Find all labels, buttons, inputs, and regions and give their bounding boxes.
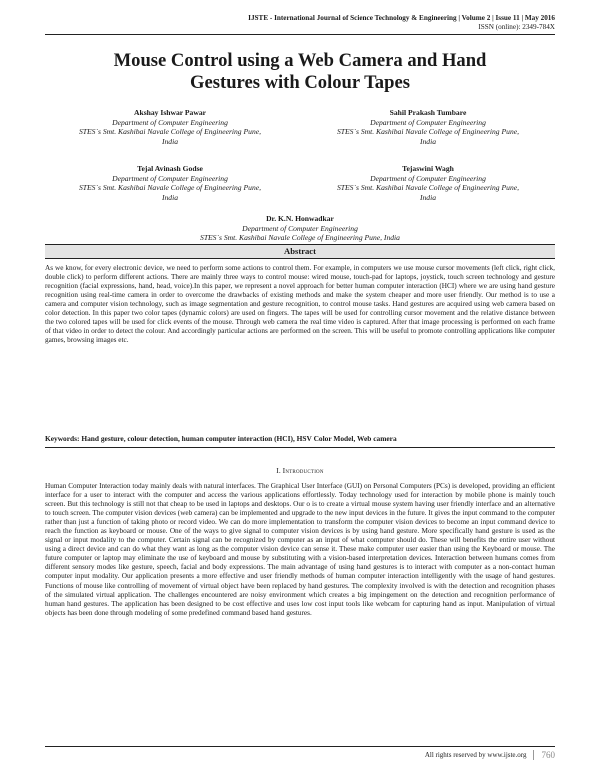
author-block bbox=[45, 108, 295, 146]
journal-line: IJSTE - International Journal of Science Technology & Engineering | Volume 2 | Issue 11 | May 2016 bbox=[248, 14, 555, 22]
author-loc: India bbox=[161, 136, 179, 146]
author-inst: STES`s Smt. Kashibai Navale College of Engineering Pune, bbox=[78, 127, 262, 136]
author-name: Tejaswini Wagh bbox=[402, 164, 454, 173]
author-loc: India bbox=[419, 136, 437, 146]
author-dept: Department of Computer Engineering bbox=[242, 223, 358, 233]
section-number: I. bbox=[276, 466, 281, 475]
author-inst: STES`s Smt. Kashibai Navale College of Engineering Pune, bbox=[336, 127, 520, 136]
issn-line: ISSN (online): 2349-784X bbox=[478, 23, 555, 31]
author-dept: Department of Computer Engineering bbox=[370, 117, 486, 127]
author-dept: Department of Computer Engineering bbox=[112, 173, 228, 183]
section-title: Introduction bbox=[282, 466, 324, 475]
footer-rule bbox=[45, 746, 555, 747]
section-heading bbox=[0, 466, 600, 475]
author-block bbox=[45, 164, 295, 202]
author-loc: India bbox=[419, 192, 437, 202]
author-name: Dr. K.N. Honwadkar bbox=[266, 214, 334, 223]
keywords-rule bbox=[45, 447, 555, 448]
header-rule bbox=[45, 34, 555, 35]
author-block bbox=[303, 164, 553, 202]
author-loc: India bbox=[161, 192, 179, 202]
author-name: Tejal Avinash Godse bbox=[137, 164, 203, 173]
page-footer bbox=[425, 750, 555, 760]
abstract-text: As we know, for every electronic device, we need to perform some actions to control them. For example, in computers we use mouse cursor movements (left click, right click, double click) to perform different actions. There are mainly three ways to control mouse: wired mouse, touch-pad for laptops, joystick, touch screen technology and gesture recognition (facial expressions, hand, head, voice).In this paper, we represent a novel approach for better human computer interaction (HCI) where we are using hand gesture recognition using real-time camera in order to overcome the drawbacks of existing methods and make the system cheaper and more user friendly. Our method is to use a camera and computer vision technology, such as image segmentation and gesture recognition, to control mouse tasks. Hand gestures are acquired using web camera based on color detection. In this paper two color tapes (dynamic colors) are used on fingers. The tapes will be used for controlling cursor movement and the relative distance between the two colored tapes will be used for click events of the mouse. Through web camera the real time video is captured. After that image processing is performed on each frame of that video in order to detect the colour. And accordingly particular actions are performed on the screen. This will be useful to promote controlling applications like computer games, browsing images etc. bbox=[45, 264, 555, 345]
author-inst: STES`s Smt. Kashibai Navale College of Engineering Pune, India bbox=[200, 233, 400, 242]
author-inst: STES`s Smt. Kashibai Navale College of Engineering Pune, bbox=[78, 183, 262, 192]
abstract-heading: Abstract bbox=[45, 244, 555, 259]
author-dept: Department of Computer Engineering bbox=[370, 173, 486, 183]
page-number: 760 bbox=[533, 750, 556, 760]
paper-title bbox=[40, 50, 560, 94]
author-name: Akshay Ishwar Pawar bbox=[133, 108, 206, 117]
keywords: Keywords: Hand gesture, colour detection, human computer interaction (HCI), HSV Color Model, Web camera bbox=[45, 434, 397, 443]
author-inst: STES`s Smt. Kashibai Navale College of Engineering Pune, bbox=[336, 183, 520, 192]
author-block bbox=[100, 214, 500, 243]
footer-rights: All rights reserved by www.ijste.org bbox=[424, 751, 527, 759]
title-line-1: Mouse Control using a Web Camera and Hand bbox=[113, 50, 487, 71]
author-block bbox=[303, 108, 553, 146]
title-line-2: Gestures with Colour Tapes bbox=[190, 72, 410, 93]
journal-header bbox=[248, 14, 555, 32]
author-name: Sahil Prakash Tumbare bbox=[389, 108, 467, 117]
intro-text: Human Computer Interaction today mainly deals with natural interfaces. The Graphical User Interface (GUI) on Personal Computers (PCs) is developed, providing an efficient interface for a user to interact with the computer and access the various applications effortlessly. Today technology used for interaction by mobile phone is mainly touch screen. But this technology is still not that cheap to be used in laptops and desktops. Our o is to create a virtual mouse system having user friendly interface and an alternative to touch screen. The computer vision devices (web camera) can be implemented and upgrade to the new input devices in the future. It gives the input command to the computer rather than just a function of taking photo or record video. We can do more implementation to transform the computer vision devices to become an input command device to reach the function as keyboard or mouse. One of the ways to give signal to computer vision devices is by using hand gesture. More specifically hand gesture is used as the signal or input modality to the computer. Certain signal can be recognized by computer as an input of what computer should do. These will benefits the entire user without using a direct device and can do what they want as long as the computer vision device can sense it. These make computer user easier than using the Keyboard or mouse. The future computer or laptop may eliminate the use of keyboard and mouse by substituting with a vision-based interpretation devices. Interaction between humans comes from different sensory modes like gesture, speech, facial and body expressions. The main advantage of using hand gestures is to interact with computer as a non-contact human computer input modality. Our application presents a more effective and user friendly methods of human computer interaction intelligently with the usage of hand gestures. Functions of mouse like controlling of movement of virtual object have been replaced by hand gestures. The complexity involved is with the detection and recognition phases of the simulated virtual application. The challenges encountered are noisy environment which creates a big impingement on the detection and recognition performance of human hand gestures. The application has been designed to be cost effective and uses low cost input tools like webcam for capturing hand as input. Manipulation of virtual objects has been done through modeling of some predefined command based hand gestures. bbox=[45, 482, 555, 617]
author-dept: Department of Computer Engineering bbox=[112, 117, 228, 127]
